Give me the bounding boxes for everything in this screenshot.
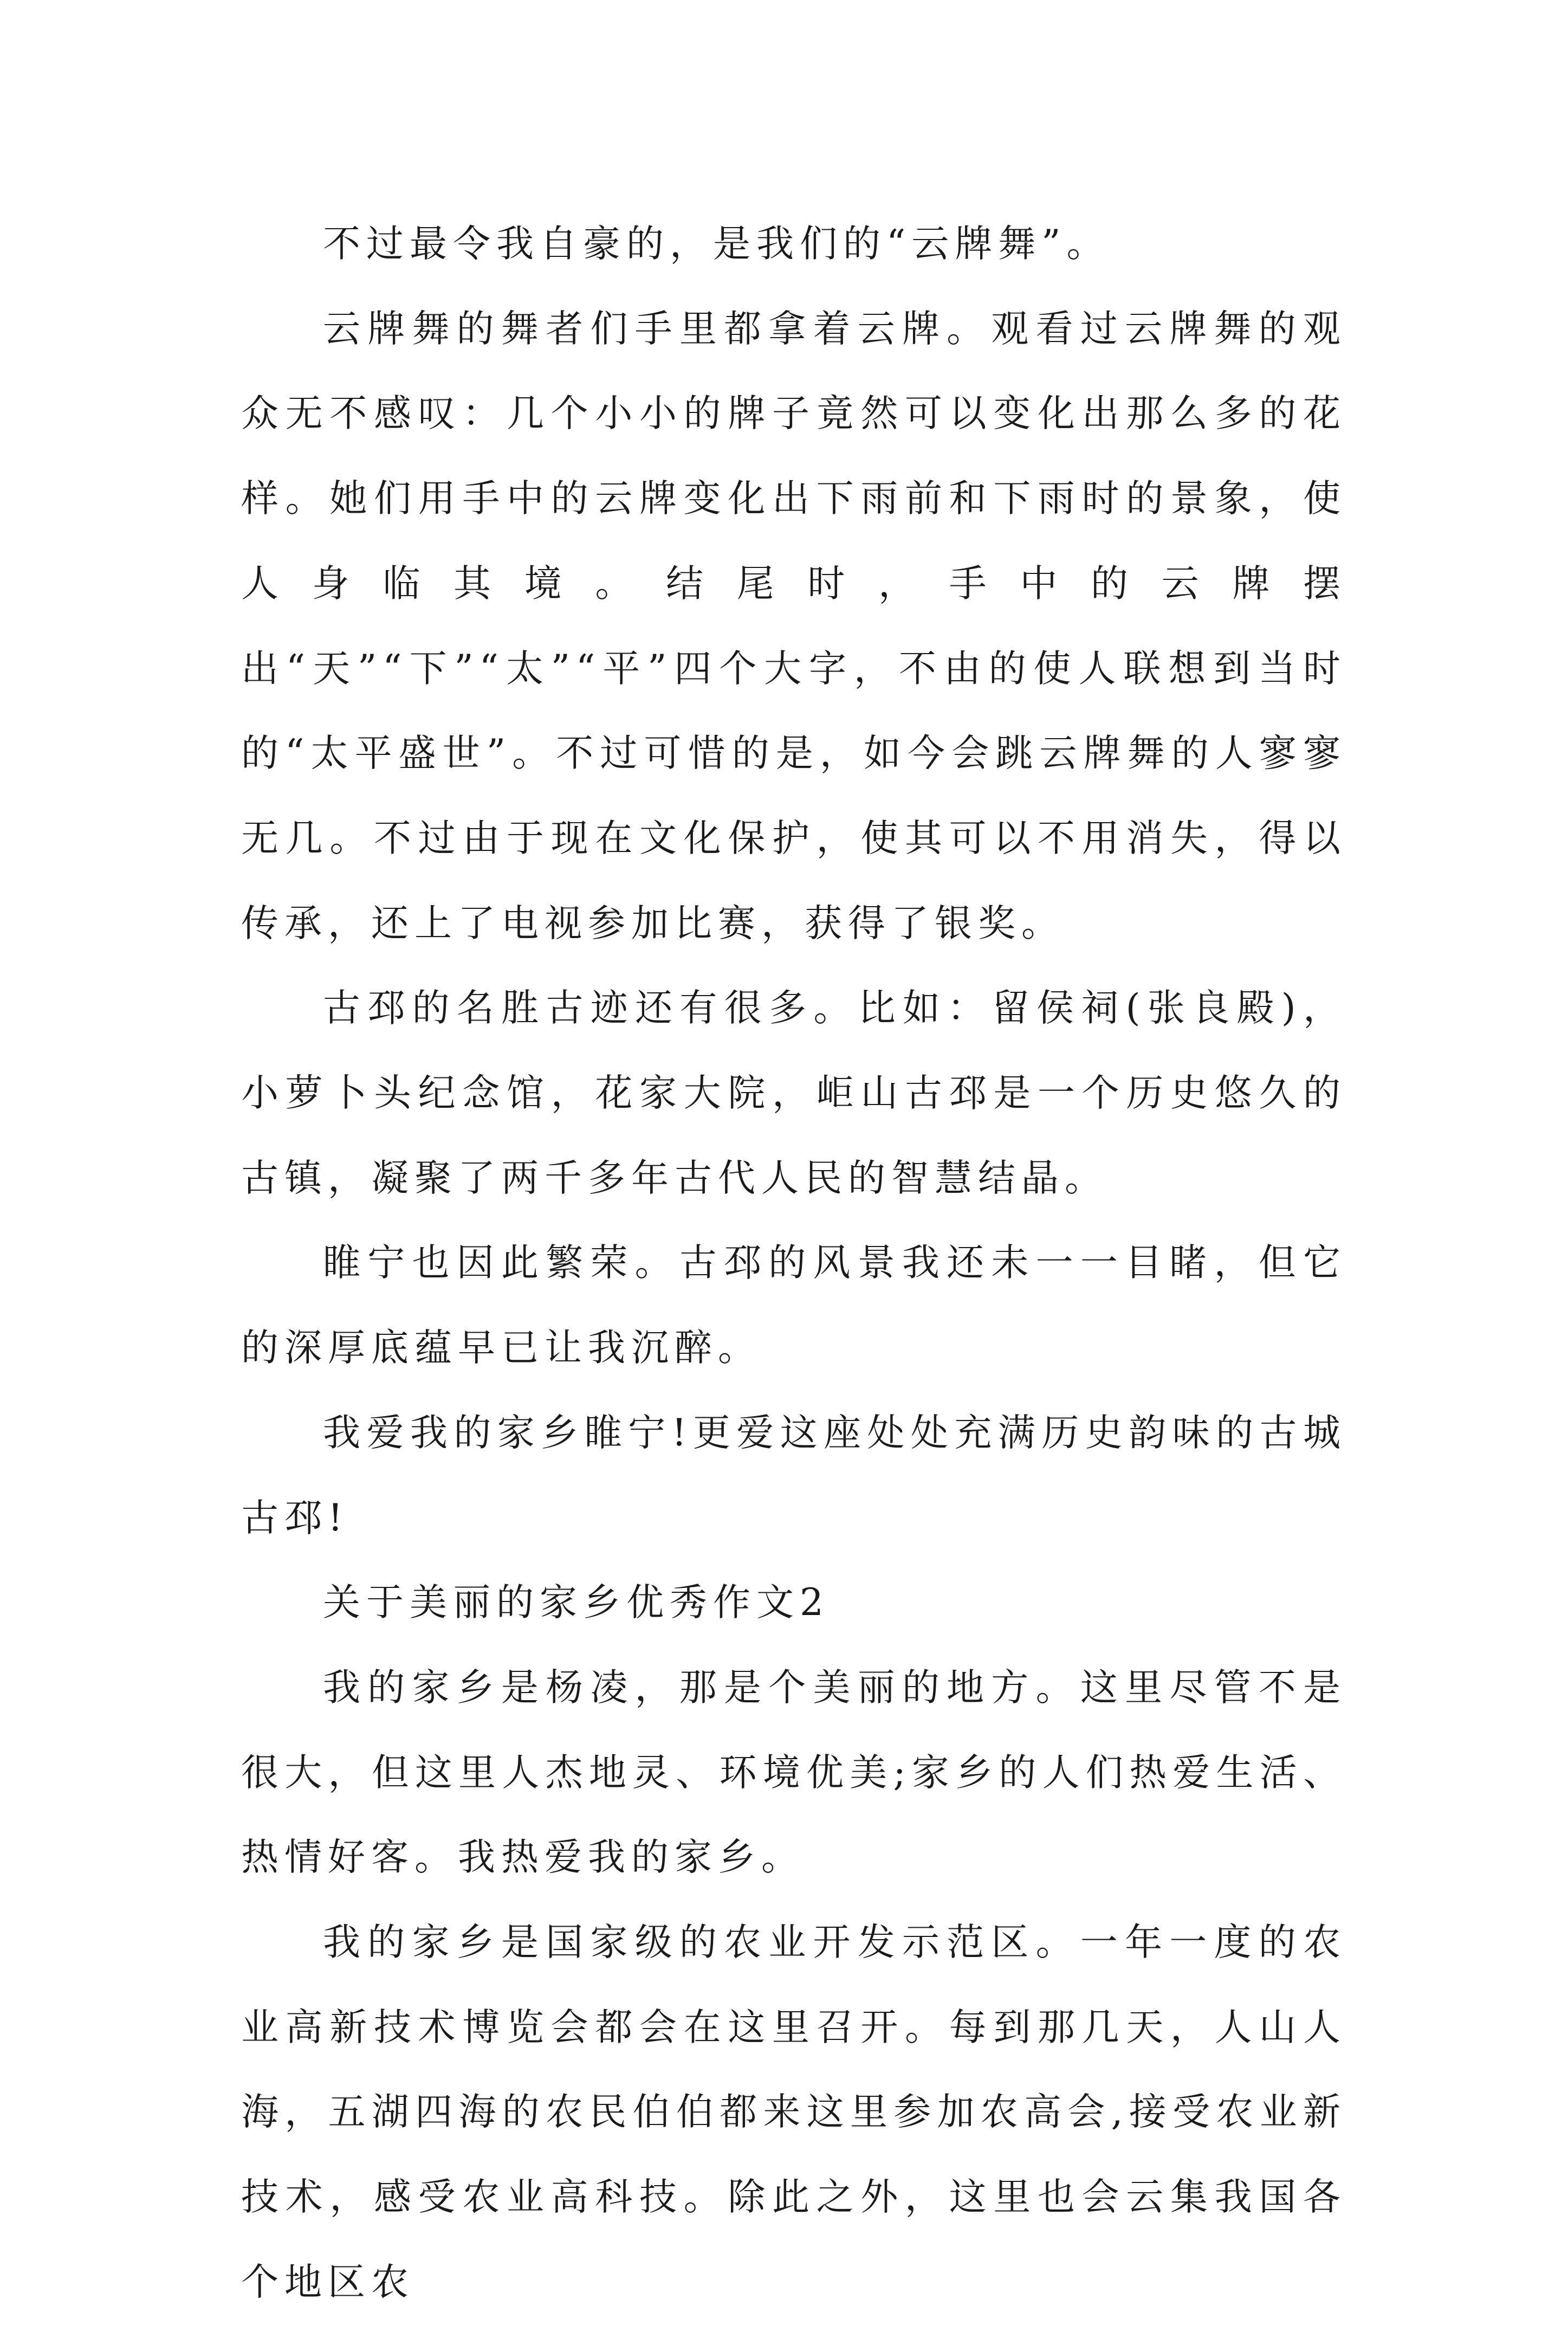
document-body: [241, 202, 1346, 2325]
paragraph-gupi-sites: 古邳的名胜古迹还有很多。比如：留侯祠(张良殿)，小萝卜头纪念馆，花家大院，岠山古邳是一个历史悠久的古镇，凝聚了两千多年古代人民的智慧结晶。: [241, 986, 1346, 1200]
paragraph-suining-prosperity: 睢宁也因此繁荣。古邳的风景我还未一一目睹，但它的深厚底蕴早已让我沉醉。: [241, 1241, 1346, 1370]
essay-2-title: 关于美丽的家乡优秀作文2: [323, 1581, 830, 1625]
paragraph-yangling-intro: 我的家乡是杨凌，那是个美丽的地方。这里尽管不是很大，但这里人杰地灵、环境优美;家乡的人们热爱生活、热情好客。我热爱我的家乡。: [241, 1665, 1346, 1880]
paragraph-yunpaiwu-pride: 不过最令我自豪的，是我们的“云牌舞”。: [323, 222, 1110, 266]
paragraph-love-suining: 我爱我的家乡睢宁!更爱这座处处充满历史韵味的古城古邳!: [241, 1411, 1346, 1540]
paragraph-yangling-agriculture: 我的家乡是国家级的农业开发示范区。一年一度的农业高新技术博览会都会在这里召开。每到那几天，人山人海，五湖四海的农民伯伯都来这里参加农高会,接受农业新技术，感受农业高科技。除此之外，这里也会云集我国各个地区农: [241, 1921, 1346, 2304]
paragraph-yunpaiwu-description: 云牌舞的舞者们手里都拿着云牌。观看过云牌舞的观众无不感叹：几个小小的牌子竟然可以变化出那么多的花样。她们用手中的云牌变化出下雨前和下雨时的景象，使人身临其境。结尾时，手中的云牌摆出“天”“下”“太”“平”四个大字，不由的使人联想到当时的“太平盛世”。不过可惜的是，如今会跳云牌舞的人寥寥无几。不过由于现在文化保护，使其可以不用消失，得以传承，还上了电视参加比赛，获得了银奖。: [241, 307, 1346, 945]
